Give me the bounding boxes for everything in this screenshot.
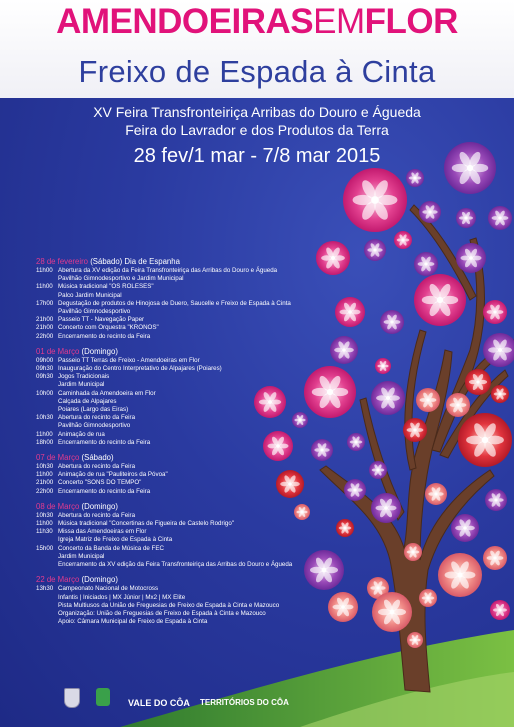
event-title: AMENDOEIRASEMFLOR xyxy=(56,2,458,41)
schedule-item xyxy=(36,381,396,389)
schedule-day-heading xyxy=(36,257,396,267)
schedule-item-text: Inauguração do Centro Interpretativo de Alpajares (Poiares) xyxy=(58,365,222,373)
schedule-day-date: 08 de Março xyxy=(36,501,80,511)
schedule-day-heading xyxy=(36,347,396,357)
schedule-item xyxy=(36,414,396,422)
schedule-day xyxy=(36,347,396,447)
schedule-item-time: 22h00 xyxy=(36,487,54,495)
schedule-item-text: Abertura do recinto da Feira xyxy=(58,414,136,422)
schedule-item xyxy=(36,618,396,626)
schedule-item xyxy=(36,398,396,406)
blossom xyxy=(407,632,423,648)
schedule-item xyxy=(36,308,396,316)
schedule-item-text: Caminhada da Amendoeira em Flor xyxy=(58,389,156,397)
schedule-day-heading xyxy=(36,453,396,463)
schedule-item xyxy=(36,357,396,365)
schedule-item-text: Pavilhão Gimnodesportivo e Jardim Municipal xyxy=(58,275,184,283)
schedule-item xyxy=(36,422,396,430)
schedule-item-text: Concerto da Banda de Música de FEC xyxy=(58,544,164,552)
municipal-crest-icon xyxy=(64,688,80,708)
schedule-item xyxy=(36,536,396,544)
parish-logo-icon xyxy=(96,688,110,706)
schedule-item xyxy=(36,545,396,553)
schedule-item-text: Infantis | Iniciados | MX Júnior | Mx2 | MX Elite xyxy=(58,593,186,601)
blossom xyxy=(343,168,407,232)
schedule-item xyxy=(36,585,396,593)
schedule-item-time: 13h30 xyxy=(36,585,54,593)
schedule-item xyxy=(36,488,396,496)
schedule-item-time: 22h00 xyxy=(36,332,54,340)
blossom xyxy=(414,252,438,276)
footer-logos xyxy=(0,680,514,727)
schedule-item-text: Abertura da XV edição da Feira Transfronteiriça das Arribas do Douro e Águeda xyxy=(58,267,278,274)
schedule-item-text: Missa das Amendoeiras em Flor xyxy=(58,528,147,536)
event-schedule xyxy=(36,257,396,626)
schedule-item xyxy=(36,439,396,447)
schedule-item xyxy=(36,390,396,398)
schedule-item xyxy=(36,316,396,324)
blossom xyxy=(491,385,509,403)
schedule-item-time xyxy=(36,292,58,300)
schedule-item-text: Animação de rua xyxy=(58,430,105,438)
schedule-item-time xyxy=(36,308,58,316)
blossom xyxy=(485,489,507,511)
schedule-item-time: 21h00 xyxy=(36,324,54,332)
blossom xyxy=(483,546,507,570)
schedule-item xyxy=(36,267,396,275)
schedule-item-time xyxy=(36,536,58,544)
schedule-item-text: Encerramento do recinto da Feira xyxy=(58,438,151,446)
schedule-item xyxy=(36,283,396,291)
schedule-day-date: 07 de Março xyxy=(36,453,80,463)
schedule-item-time xyxy=(36,618,58,626)
schedule-item-time: 09h30 xyxy=(36,373,54,381)
blossom xyxy=(419,201,441,223)
schedule-item-text: Igreja Matriz de Freixo de Espada à Cinta xyxy=(58,536,173,544)
schedule-item xyxy=(36,365,396,373)
blossom xyxy=(406,169,424,187)
schedule-item-text: Abertura do recinto da Feira xyxy=(58,511,136,519)
schedule-item-text: Jardim Municipal xyxy=(58,552,105,560)
schedule-item-text: Concerto "SONS DO TEMPO" xyxy=(58,479,142,487)
schedule-item-time: 10h30 xyxy=(36,463,54,471)
blossom xyxy=(425,483,447,505)
schedule-item xyxy=(36,275,396,283)
schedule-day-label: (Sábado) xyxy=(81,453,114,463)
schedule-item-time xyxy=(36,275,58,283)
blossom xyxy=(446,393,470,417)
schedule-item-text: Música tradicional "OS ROLESES" xyxy=(58,283,154,291)
location-title: Freixo de Espada à Cinta xyxy=(78,54,436,89)
schedule-day-label: (Domingo) xyxy=(81,575,118,585)
schedule-item xyxy=(36,431,396,439)
schedule-item-time xyxy=(36,594,58,602)
schedule-item-time: 11h00 xyxy=(36,430,53,438)
schedule-item-time: 11h00 xyxy=(36,471,53,479)
schedule-item xyxy=(36,406,396,414)
territorios-do-coa-logo: TERRITÓRIOS DO CÔA xyxy=(200,698,289,707)
schedule-item-time xyxy=(36,398,58,406)
schedule-item-text: Pavilhão Gimnodesportivo xyxy=(58,422,131,430)
schedule-item xyxy=(36,479,396,487)
blossom xyxy=(465,369,491,395)
schedule-item-text: Encerramento do recinto da Feira xyxy=(58,332,151,340)
schedule-item xyxy=(36,292,396,300)
schedule-item xyxy=(36,471,396,479)
schedule-item-time: 11h30 xyxy=(36,528,53,536)
schedule-item-time: 21h00 xyxy=(36,316,54,324)
schedule-day xyxy=(36,502,396,569)
schedule-item-time xyxy=(36,610,58,618)
schedule-item-time xyxy=(36,561,58,569)
blossom xyxy=(419,589,437,607)
blossom xyxy=(394,231,412,249)
schedule-item-time: 10h00 xyxy=(36,389,54,397)
schedule-item xyxy=(36,553,396,561)
blossom xyxy=(488,206,512,230)
schedule-item-time: 15h00 xyxy=(36,544,54,552)
schedule-day-heading xyxy=(36,502,396,512)
blossom xyxy=(490,600,510,620)
schedule-item-time xyxy=(36,381,58,389)
schedule-item xyxy=(36,333,396,341)
schedule-item-time: 09h30 xyxy=(36,365,54,373)
schedule-item xyxy=(36,561,396,569)
schedule-day xyxy=(36,257,396,341)
schedule-item-text: Encerramento da XV edição da Feira Transfronteiriça das Arribas do Douro e Águeda xyxy=(58,561,293,569)
schedule-day-heading xyxy=(36,575,396,585)
blossom xyxy=(403,418,427,442)
schedule-day-label: (Domingo) xyxy=(81,346,118,356)
schedule-item-time xyxy=(36,422,58,430)
blossom xyxy=(456,208,476,228)
schedule-day-date: 01 de Março xyxy=(36,346,80,356)
schedule-day xyxy=(36,575,396,626)
schedule-item-text: Calçada de Alpajares xyxy=(58,397,117,405)
schedule-item-text: Campeonato Nacional de Motocross xyxy=(58,585,159,593)
schedule-day-label: (Domingo) xyxy=(81,501,118,511)
schedule-item-time: 21h00 xyxy=(36,479,54,487)
subtitle-line-1: XV Feira Transfronteiriça Arribas do Douro e Águeda xyxy=(93,104,421,120)
schedule-day xyxy=(36,453,396,496)
schedule-item-time: 18h00 xyxy=(36,438,54,446)
schedule-day-label: (Sábado) Dia de Espanha xyxy=(90,257,180,266)
schedule-item-time xyxy=(36,602,58,610)
schedule-item-time xyxy=(36,406,58,414)
schedule-item xyxy=(36,594,396,602)
blossom xyxy=(483,300,507,324)
schedule-item-text: Apoio: Câmara Municipal de Freixo de Espada à Cinta xyxy=(58,618,208,626)
schedule-item-text: Passeio TT Terras de Freixo - Amendoeiras em Flor xyxy=(58,356,200,364)
schedule-item-text: Organização: União de Freguesias de Freixo de Espada à Cinta e Mazouco xyxy=(58,609,266,617)
schedule-item xyxy=(36,610,396,618)
schedule-item xyxy=(36,512,396,520)
schedule-item-text: Jogos Tradicionais xyxy=(58,373,110,381)
schedule-item-time: 11h00 xyxy=(36,283,53,291)
schedule-item-text: Poiares (Largo das Eiras) xyxy=(58,406,129,414)
schedule-item xyxy=(36,528,396,536)
schedule-item-time: 11h00 xyxy=(36,267,53,274)
schedule-item-time xyxy=(36,553,58,561)
schedule-day-date: 28 de fevereiro xyxy=(36,257,89,266)
schedule-day-date: 22 de Março xyxy=(36,575,80,585)
schedule-item xyxy=(36,463,396,471)
schedule-item-text: Música tradicional "Concertinas de Figueira de Castelo Rodrigo" xyxy=(58,520,235,528)
blossom xyxy=(456,243,486,273)
schedule-item-text: Animação de rua "Pauliteiros da Póvoa" xyxy=(58,471,168,479)
schedule-item xyxy=(36,324,396,332)
schedule-item-text: Passeio TT - Navegação Paper xyxy=(58,316,145,324)
blossom xyxy=(404,543,422,561)
blossom xyxy=(451,514,479,542)
schedule-item-time: 11h00 xyxy=(36,520,53,528)
blossom xyxy=(416,388,440,412)
schedule-item-time: 10h30 xyxy=(36,414,54,422)
schedule-item xyxy=(36,373,396,381)
schedule-item xyxy=(36,300,396,308)
blossom xyxy=(444,142,496,194)
blossom xyxy=(414,274,466,326)
blossom xyxy=(438,553,482,597)
schedule-item-text: Pista Multiusos da União de Freguesias de Freixo de Espada à Cinta e Mazouco xyxy=(58,601,280,609)
subtitle-line-2: Feira do Lavrador e dos Produtos da Terra xyxy=(125,122,389,138)
schedule-item xyxy=(36,602,396,610)
schedule-item-text: Pavilhão Gimnodesportivo xyxy=(58,308,131,316)
blossom xyxy=(458,413,512,467)
schedule-item-text: Palco Jardim Municipal xyxy=(58,291,122,299)
schedule-item-text: Concerto com Orquestra "KRONOS" xyxy=(58,324,159,332)
event-dates: 28 fev/1 mar - 7/8 mar 2015 xyxy=(133,145,381,167)
schedule-item-time: 09h00 xyxy=(36,356,54,364)
vale-do-coa-logo: VALE DO CÔA xyxy=(128,698,190,708)
schedule-item xyxy=(36,520,396,528)
schedule-item-text: Abertura do recinto da Feira xyxy=(58,463,136,471)
schedule-item-text: Degustação de produtos de Hinojosa de Duero, Saucelle e Freixo de Espada à Cinta xyxy=(58,299,291,307)
schedule-item-time: 17h00 xyxy=(36,299,54,307)
schedule-item-text: Encerramento do recinto da Feira xyxy=(58,487,151,495)
schedule-item-time: 10h30 xyxy=(36,511,54,519)
schedule-item-text: Jardim Municipal xyxy=(58,381,105,389)
